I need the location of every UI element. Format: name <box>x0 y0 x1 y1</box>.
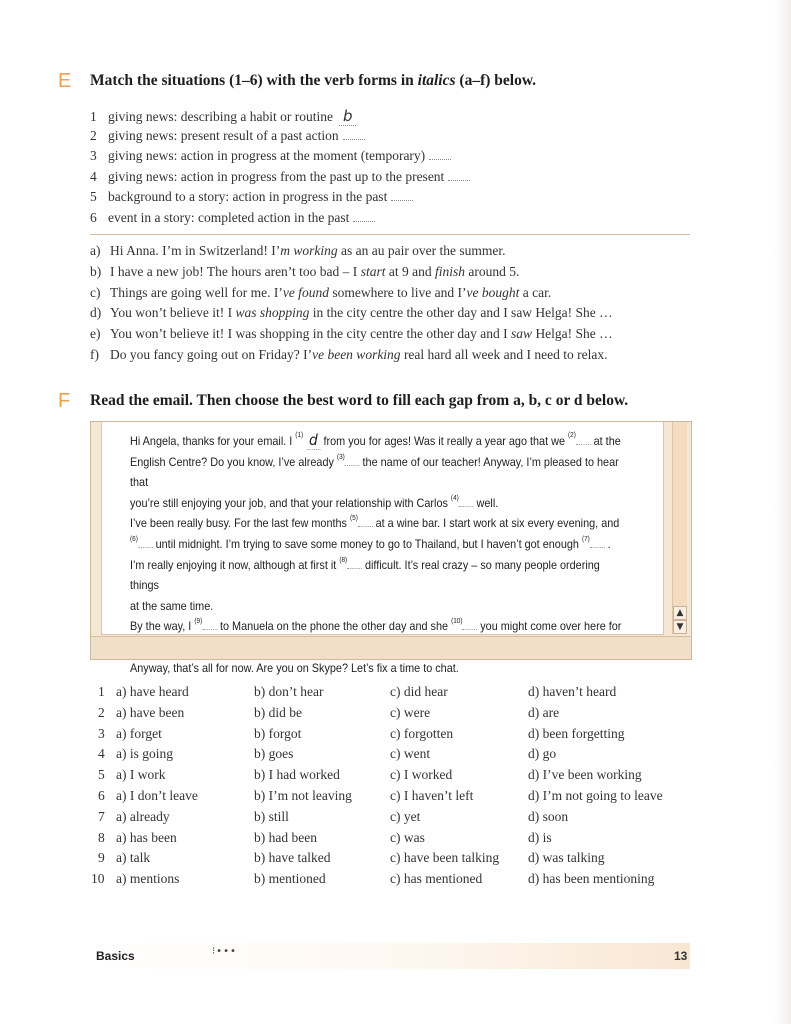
answer-blank[interactable] <box>391 190 413 201</box>
section-f-letter: F <box>58 390 71 412</box>
choice-number: 8 <box>98 829 105 845</box>
choice-option-d[interactable]: d) is <box>528 829 552 845</box>
situation-item: 4 giving news: action in progress from the past up to the present <box>90 169 470 185</box>
verb-form-item: f) Do you fancy going out on Friday? I’ve been working real hard all week and I need to relax. <box>90 347 608 362</box>
choice-number: 4 <box>98 746 105 762</box>
divider <box>90 234 690 235</box>
verb-form-item: c) Things are going well for me. I’ve found somewhere to live and I’ve bought a car. <box>90 284 552 300</box>
dots-arrow-icon: ⁝••• <box>212 946 237 957</box>
verb-form-item: d) You won’t believe it! I was shopping in the city centre the other day and I saw Helga! She … <box>90 305 613 321</box>
choice-option-b[interactable]: b) don’t hear <box>254 684 324 699</box>
choice-option-b[interactable]: b) forgot <box>254 725 302 741</box>
choice-option-b[interactable]: b) goes <box>254 746 294 762</box>
email-line: By the way, I $^{(9)}$ to Manuela on the phone the other day and she $^{(10)}$ you might come over here for <box>130 618 622 634</box>
choice-option-b[interactable]: b) mentioned <box>254 871 326 887</box>
choice-option-b[interactable]: b) had been <box>254 829 317 845</box>
email-line: $^{(6)}$ until midnight. I’m trying to save some money to go to Thailand, but I haven’t got enough $^{(7)}$ . <box>130 535 611 551</box>
choice-option-a[interactable]: a) already <box>116 808 170 824</box>
email-line: Anyway, that’s all for now. Are you on Skype? Let’s fix a time to chat. <box>130 660 459 675</box>
choice-option-c[interactable]: c) were <box>390 704 431 720</box>
scroll-up-icon[interactable]: ▲ <box>673 606 687 620</box>
choice-option-a[interactable]: a) forget <box>116 725 162 741</box>
email-scrollbar[interactable] <box>672 422 687 634</box>
choice-option-b[interactable]: b) did be <box>254 704 302 720</box>
choice-number: 9 <box>98 850 105 866</box>
choice-option-d[interactable]: d) go <box>528 746 557 762</box>
answer-handwritten[interactable]: b <box>339 107 357 126</box>
footer-bar <box>88 943 690 969</box>
choice-option-a[interactable]: a) I don’t leave <box>116 788 198 803</box>
choice-option-b[interactable]: b) I had worked <box>254 767 340 783</box>
email-line: at the same time. <box>130 598 214 613</box>
choice-option-d[interactable]: d) has been mentioning <box>528 871 655 887</box>
answer-blank[interactable] <box>448 170 470 181</box>
choice-option-d[interactable]: d) are <box>528 704 560 720</box>
section-e-letter: E <box>58 70 72 92</box>
email-line: Hi Angela, thanks for your email. I $^{(1)}$ d from you for ages! Was it really a year ago that we $^{(2)}$ at the <box>130 431 621 449</box>
choice-option-b[interactable]: b) have talked <box>254 850 331 866</box>
choice-option-c[interactable]: c) forgotten <box>390 725 454 741</box>
section-f-title: Read the email. Then choose the best word to fill each gap from a, b, c or d below. <box>90 392 629 409</box>
choice-option-c[interactable]: c) yet <box>390 808 421 824</box>
choice-number: 6 <box>98 788 105 803</box>
verb-form-item: b) I have a new job! The hours aren’t too bad – I start at 9 and finish around 5. <box>90 263 520 279</box>
choice-option-a[interactable]: a) talk <box>116 850 151 866</box>
email-body <box>101 422 664 675</box>
answer-blank[interactable] <box>343 129 365 140</box>
scroll-down-icon[interactable]: ▼ <box>673 620 687 634</box>
choice-option-c[interactable]: c) did hear <box>390 684 448 699</box>
situation-item: 1 giving news: describing a habit or routine b <box>90 107 356 125</box>
choice-option-d[interactable]: d) been forgetting <box>528 725 625 741</box>
choice-option-d[interactable]: d) haven’t heard <box>528 684 617 699</box>
answer-blank[interactable] <box>429 149 451 160</box>
choice-number: 2 <box>98 704 105 720</box>
choice-option-c[interactable]: c) I worked <box>390 767 453 783</box>
choice-number: 1 <box>98 684 105 699</box>
situation-item: 5 background to a story: action in progress in the past <box>90 189 413 205</box>
situation-item: 3 giving news: action in progress at the moment (temporary) <box>90 148 451 164</box>
footer-label: Basics <box>96 949 135 963</box>
answer-blank[interactable] <box>353 211 375 222</box>
choice-number: 5 <box>98 767 105 783</box>
choice-number: 7 <box>98 808 105 824</box>
email-line: I’ve been really busy. For the last few months $^{(5)}$ at a wine bar. I start work at six every evening, and <box>130 515 620 531</box>
choice-option-a[interactable]: a) mentions <box>116 871 180 887</box>
choice-option-a[interactable]: a) have heard <box>116 684 189 699</box>
email-line: you’re still enjoying your job, and that your relationship with Carlos $^{(4)}$ well. <box>130 494 499 510</box>
choice-option-b[interactable]: b) I’m not leaving <box>254 788 352 803</box>
choice-option-c[interactable]: c) I haven’t left <box>390 788 474 803</box>
choice-option-d[interactable]: d) I’m not going to leave <box>528 788 663 803</box>
choice-option-d[interactable]: d) I’ve been working <box>528 767 642 783</box>
choice-option-d[interactable]: d) was talking <box>528 850 605 866</box>
verb-form-item: e) You won’t believe it! I was shopping in the city centre the other day and I saw Helga! She … <box>90 326 613 342</box>
verb-form-item: a) Hi Anna. I’m in Switzerland! I’m working as an au pair over the summer. <box>90 243 506 258</box>
email-window <box>90 421 692 675</box>
section-e-title: Match the situations (1–6) with the verb forms in italics (a–f) below. <box>90 72 537 89</box>
choice-number: 10 <box>91 871 105 887</box>
choice-option-b[interactable]: b) still <box>254 808 289 824</box>
choice-option-d[interactable]: d) soon <box>528 808 569 824</box>
choice-option-c[interactable]: c) went <box>390 746 431 762</box>
choice-option-c[interactable]: c) has mentioned <box>390 871 483 887</box>
choice-option-a[interactable]: a) I work <box>116 767 166 783</box>
email-status-bar <box>91 636 691 659</box>
situation-item: 2 giving news: present result of a past action <box>90 128 365 144</box>
choice-option-a[interactable]: a) have been <box>116 704 185 720</box>
choice-option-c[interactable]: c) have been talking <box>390 850 500 866</box>
page-number: 13 <box>674 949 688 963</box>
email-line: I’m really enjoying it now, although at first it $^{(8)}$ difficult. It’s real crazy – so many people ordering things <box>130 556 600 593</box>
email-line: English Centre? Do you know, I’ve already $^{(3)}$ the name of our teacher! Anyway, I’m pleased to hear that <box>130 453 619 490</box>
choice-option-c[interactable]: c) was <box>390 829 425 845</box>
situation-item: 6 event in a story: completed action in the past <box>90 210 375 226</box>
page-edge-shadow <box>773 0 791 1024</box>
choice-option-a[interactable]: a) is going <box>116 746 173 762</box>
choice-option-a[interactable]: a) has been <box>116 829 177 845</box>
choice-number: 3 <box>98 725 105 741</box>
